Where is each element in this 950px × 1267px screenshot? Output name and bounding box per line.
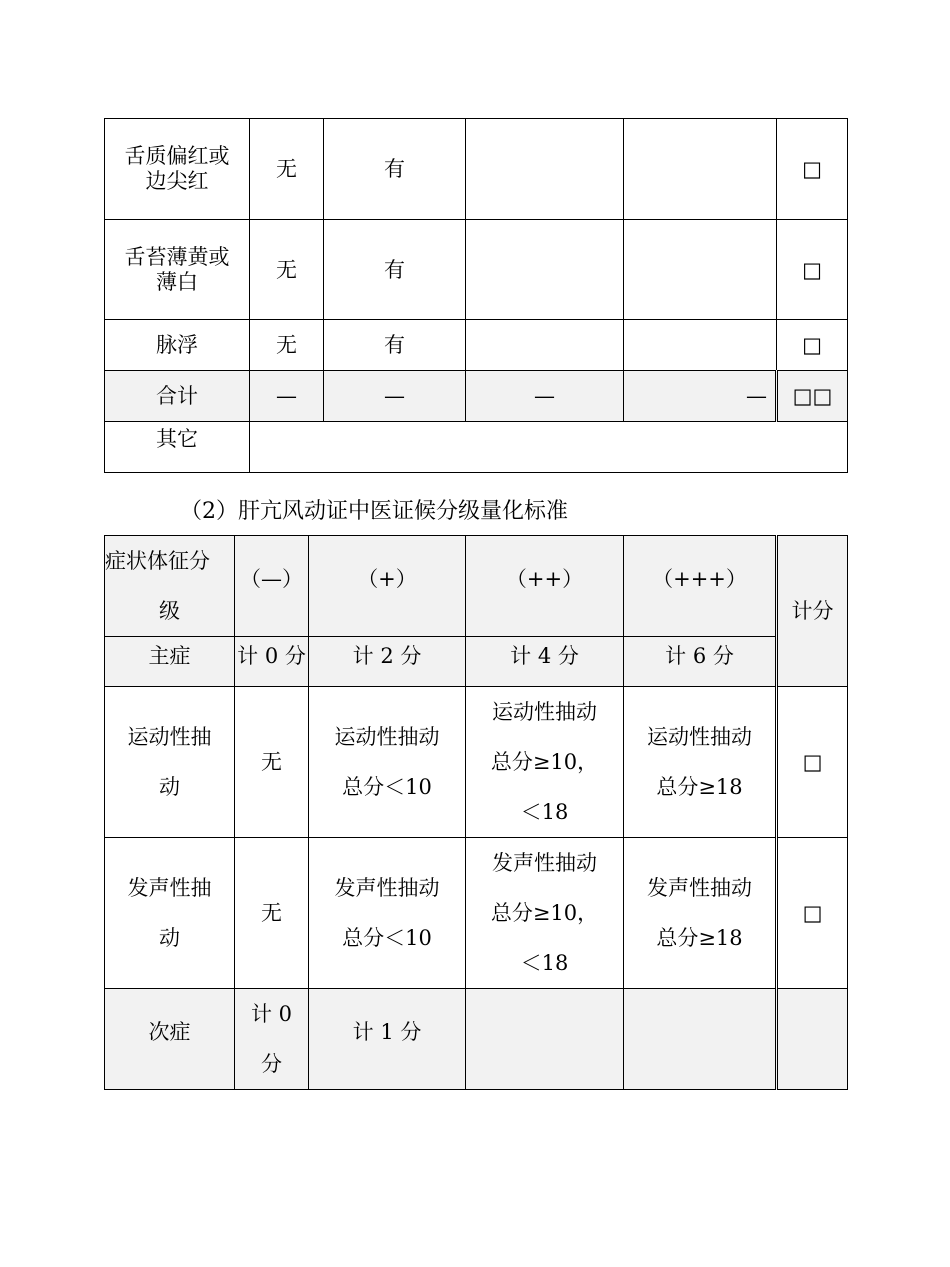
total-dash: — <box>624 371 777 422</box>
symptom-cell <box>105 220 250 320</box>
secondary-points-2 <box>466 989 624 1090</box>
grade-none-cell: 无 <box>250 119 324 220</box>
grade-plus2-cell <box>466 838 624 989</box>
empty-cell <box>466 119 624 220</box>
grade-label: 级 <box>159 599 180 623</box>
score-checkbox[interactable]: □ <box>777 220 848 320</box>
grade-header: （+++） <box>624 536 777 637</box>
points-text: 分 <box>261 1052 282 1076</box>
score-header: 计分 <box>777 536 848 687</box>
other-row <box>105 422 848 473</box>
symptom-label: 动 <box>159 926 180 950</box>
criteria-text: 总分＜10 <box>342 926 432 950</box>
grade-plus-cell <box>309 838 466 989</box>
score-checkbox[interactable]: □ <box>777 320 848 371</box>
grade-plus3-cell <box>624 687 777 838</box>
symptom-label: 动 <box>159 775 180 799</box>
empty-cell <box>624 320 777 371</box>
points-cell: 计 0 分 <box>235 637 309 687</box>
criteria-text: 总分≥10， <box>490 750 599 774</box>
grade-header: （+） <box>309 536 466 637</box>
criteria-text: 总分≥18 <box>656 775 743 799</box>
symptom-label: 发声性抽 <box>127 876 212 900</box>
grade-has-cell: 有 <box>324 320 466 371</box>
symptom-label: 舌苔薄黄或 <box>124 244 230 269</box>
criteria-text: 发声性抽动 <box>334 876 440 900</box>
grading-table <box>104 535 848 1090</box>
symptom-label: 薄白 <box>156 269 198 294</box>
grade-none-cell: 无 <box>250 220 324 320</box>
symptom-label: 运动性抽 <box>127 725 212 749</box>
grade-has-cell: 有 <box>324 119 466 220</box>
table-row <box>105 220 848 320</box>
secondary-points-1: 计 1 分 <box>309 989 466 1090</box>
grade-header: （++） <box>466 536 624 637</box>
points-cell: 计 6 分 <box>624 637 777 687</box>
total-score-checkboxes[interactable]: □□ <box>777 371 848 422</box>
secondary-row <box>105 989 848 1090</box>
other-label: 其它 <box>105 422 250 473</box>
table-row <box>105 320 848 371</box>
score-checkbox[interactable]: □ <box>777 119 848 220</box>
grade-has-cell: 有 <box>324 220 466 320</box>
criteria-text: 总分≥10， <box>490 901 599 925</box>
criteria-text: 运动性抽动 <box>334 725 440 749</box>
criteria-text: 运动性抽动 <box>647 725 752 749</box>
total-label: 合计 <box>105 371 250 422</box>
header-row <box>105 536 848 637</box>
empty-cell <box>624 119 777 220</box>
grade-none-cell: 无 <box>235 838 309 989</box>
grade-plus-cell <box>309 687 466 838</box>
secondary-score[interactable] <box>777 989 848 1090</box>
criteria-text: ＜18 <box>520 800 569 824</box>
symptom-cell <box>105 119 250 220</box>
table-row <box>105 838 848 989</box>
secondary-points-0 <box>235 989 309 1090</box>
grade-header: （—） <box>235 536 309 637</box>
grade-label-cell <box>105 536 235 637</box>
criteria-text: 运动性抽动 <box>492 700 597 724</box>
symptom-cell <box>105 838 235 989</box>
total-dash: — <box>466 371 624 422</box>
main-points-row <box>105 637 848 687</box>
grade-none-cell: 无 <box>250 320 324 371</box>
criteria-text: ＜18 <box>520 951 569 975</box>
grade-plus2-cell <box>466 687 624 838</box>
main-label: 主症 <box>105 637 235 687</box>
criteria-text: 发声性抽动 <box>647 876 752 900</box>
empty-cell <box>466 220 624 320</box>
section-caption: （2）肝亢风动证中医证候分级量化标准 <box>180 499 568 524</box>
table-row <box>105 687 848 838</box>
symptom-table-1 <box>104 118 848 473</box>
table-row <box>105 119 848 220</box>
total-row <box>105 371 848 422</box>
grade-label: 症状体征分 <box>105 549 210 573</box>
total-dash: — <box>324 371 466 422</box>
empty-cell <box>466 320 624 371</box>
other-value[interactable] <box>250 422 848 473</box>
secondary-label: 次症 <box>105 989 235 1090</box>
grade-none-cell: 无 <box>235 687 309 838</box>
symptom-label: 边尖红 <box>145 169 209 193</box>
secondary-points-3 <box>624 989 777 1090</box>
symptom-label: 舌质偏红或 <box>124 144 230 168</box>
score-checkbox[interactable]: □ <box>777 838 848 989</box>
grade-plus3-cell <box>624 838 777 989</box>
empty-cell <box>624 220 777 320</box>
points-text: 计 0 <box>250 1002 293 1026</box>
symptom-cell <box>105 687 235 838</box>
points-cell: 计 4 分 <box>466 637 624 687</box>
criteria-text: 发声性抽动 <box>492 851 597 875</box>
score-checkbox[interactable]: □ <box>777 687 848 838</box>
symptom-cell: 脉浮 <box>105 320 250 371</box>
total-dash: — <box>250 371 324 422</box>
criteria-text: 总分＜10 <box>342 775 432 799</box>
criteria-text: 总分≥18 <box>656 926 743 950</box>
points-cell: 计 2 分 <box>309 637 466 687</box>
